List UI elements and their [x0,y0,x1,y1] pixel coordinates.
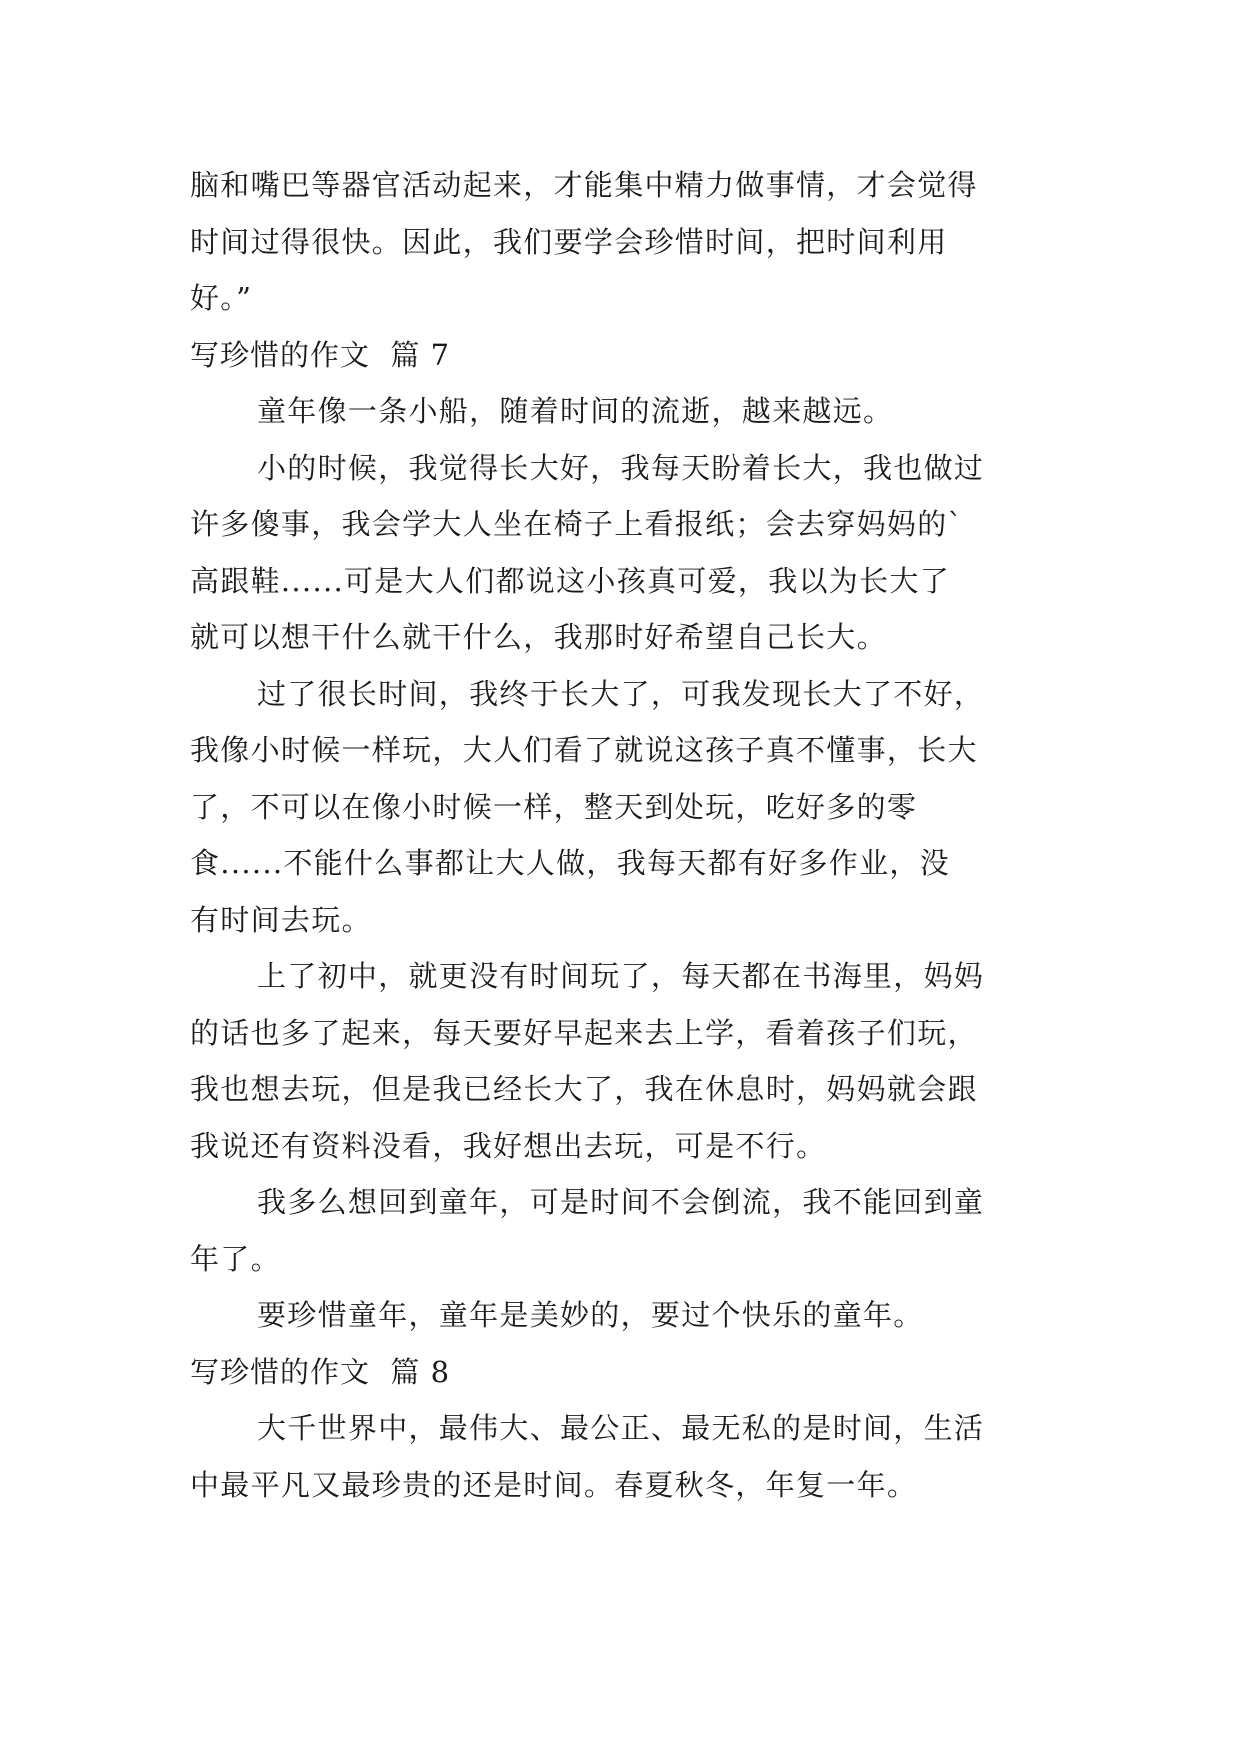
section-heading: 写珍惜的作文 篇 7 [190,337,451,372]
paragraph-line: 食......不能什么事都让大人做，我每天都有好多作业，没 [190,846,951,880]
paragraph-line: 我说还有资料没看，我好想出去玩，可是不行。 [190,1128,827,1163]
paragraph-line: 上了初中，就更没有时间玩了，每天都在书海里，妈妈 [257,959,985,993]
paragraph-line: 了，不可以在像小时候一样，整天到处玩，吃好多的零 [190,789,918,824]
paragraph-line: 童年像一条小船，随着时间的流逝，越来越远。 [257,394,894,428]
paragraph-line: 脑和嘴巴等器官活动起来，才能集中精力做事情，才会觉得 [190,168,978,202]
paragraph-line: 要珍惜童年，童年是美妙的，要过个快乐的童年。 [257,1298,924,1332]
section-heading: 写珍惜的作文 篇 8 [190,1354,451,1389]
paragraph-line: 过了很长时间，我终于长大了，可我发现长大了不好， [257,676,985,711]
document-page [190,157,1055,1513]
paragraph-line: 有时间去玩。 [190,902,372,937]
paragraph-line: 大千世界中，最伟大、最公正、最无私的是时间，生活 [257,1411,985,1445]
paragraph-line: 我多么想回到童年，可是时间不会倒流，我不能回到童 [257,1185,985,1219]
paragraph-line: 小的时候，我觉得长大好，我每天盼着长大，我也做过 [257,450,985,485]
paragraph-line: 的话也多了起来，每天要好早起来去上学，看着孩子们玩， [190,1015,978,1050]
paragraph-line: 高跟鞋......可是大人们都说这小孩真可爱，我以为长大了 [190,563,951,598]
paragraph-line: 我像小时候一样玩，大人们看了就说这孩子真不懂事，长大 [190,733,978,767]
paragraph-line: 我也想去玩，但是我已经长大了，我在休息时，妈妈就会跟 [190,1072,978,1106]
paragraph-line: 就可以想干什么就干什么，我那时好希望自己长大。 [190,620,887,654]
paragraph-line: 时间过得很快。因此，我们要学会珍惜时间，把时间利用 [190,224,948,259]
paragraph-line: 许多傻事，我会学大人坐在椅子上看报纸；会去穿妈妈的` [190,507,964,541]
paragraph-line: 年了。 [190,1241,281,1276]
paragraph-line: 中最平凡又最珍贵的还是时间。春夏秋冬，年复一年。 [190,1467,918,1502]
paragraph-line: 好。” [190,281,253,315]
